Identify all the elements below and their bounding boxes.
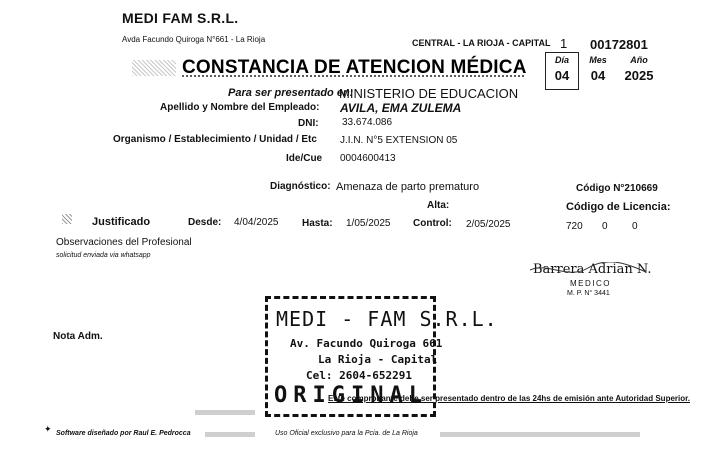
document-title-bar <box>132 56 527 80</box>
observations-value: solicitud enviada via whatsapp <box>56 252 151 259</box>
code-label: Código N°210669 <box>576 183 658 194</box>
presented-value: MINISTERIO DE EDUCACION <box>339 86 519 101</box>
company-address: Avda Facundo Quiroga N°661 - La Rioja <box>122 35 266 44</box>
diagnosis-value: Amenaza de parto prematuro <box>336 181 480 193</box>
dni-label: DNI: <box>298 118 319 129</box>
alta-label: Alta: <box>427 200 450 211</box>
blurred-area <box>440 432 640 437</box>
stamp-line-1: MEDI - FAM S.R.L. <box>276 307 498 331</box>
idcue-value: 0004600413 <box>340 153 396 164</box>
footer-official-use: Uso Oficial exclusivo para la Pcia. de La Rioja <box>275 430 418 437</box>
license-code-label: Código de Licencia: <box>566 201 671 213</box>
doctor-mp-number: M. P. N° 3441 <box>567 290 610 297</box>
nota-adm-label: Nota Adm. <box>53 331 103 342</box>
document-title: CONSTANCIA DE ATENCION MÉDICA <box>182 57 527 78</box>
control-label: Control: <box>413 218 452 229</box>
desde-value: 4/04/2025 <box>234 217 279 228</box>
hasta-value: 1/05/2025 <box>346 218 391 229</box>
company-name: MEDI FAM S.R.L. <box>122 10 239 26</box>
doctor-title: MEDICO <box>570 279 611 288</box>
footer-mark-icon: ✦ <box>44 424 52 434</box>
footer-software-credit: Software diseñado por Raul E. Pedrocca <box>56 430 191 437</box>
employee-label: Apellido y Nombre del Empleado: <box>160 102 320 113</box>
date-day-value: 04 <box>554 68 570 83</box>
justified-checkbox <box>62 214 72 224</box>
copy-number: 1 <box>560 36 568 51</box>
org-value: J.I.N. N°5 EXTENSION 05 <box>340 135 458 146</box>
stamp-line-3: La Rioja - Capital <box>318 353 438 366</box>
observations-label: Observaciones del Profesional <box>56 237 192 248</box>
org-label: Organismo / Establecimiento / Unidad / Etc <box>113 134 317 145</box>
stamp-line-5: ORIGINAL <box>274 383 428 408</box>
blurred-area <box>205 432 255 437</box>
date-year-label: Año <box>630 55 648 65</box>
date-day-box <box>545 52 579 90</box>
license-value-1: 720 <box>566 221 583 232</box>
stamp-line-4: Cel: 2604-652291 <box>306 369 412 382</box>
license-value-3: 0 <box>632 221 638 232</box>
diagnosis-label: Diagnóstico: <box>270 181 331 192</box>
date-day-label: Día <box>554 55 569 65</box>
branch-label: CENTRAL - LA RIOJA - CAPITAL <box>412 38 551 48</box>
justified-label: Justificado <box>92 216 151 228</box>
idcue-label: Ide/Cue <box>286 153 323 164</box>
legal-notice: Este comprobante debe ser presentado dentro de las 24hs de emisión ante Autoridad Superior. <box>328 394 691 403</box>
desde-label: Desde: <box>188 217 222 228</box>
date-month-box <box>580 52 616 90</box>
date-month-value: 04 <box>590 68 606 83</box>
employee-value: AVILA, EMA ZULEMA <box>340 101 462 115</box>
date-month-label: Mes <box>589 55 607 65</box>
print-noise-decoration <box>132 60 176 76</box>
blurred-area <box>195 410 255 415</box>
dni-value: 33.674.086 <box>342 117 393 128</box>
control-value: 2/05/2025 <box>466 219 511 230</box>
doctor-signature: Barrera Adrian N. <box>533 262 652 277</box>
stamp-line-2: Av. Facundo Quiroga 661 <box>290 337 443 350</box>
date-year-value: 2025 <box>624 68 654 83</box>
presented-label: Para ser presentado en: <box>228 87 354 99</box>
date-year-box <box>618 52 660 90</box>
hasta-label: Hasta: <box>302 218 333 229</box>
serial-number: 00172801 <box>590 37 648 52</box>
license-value-2: 0 <box>602 221 608 232</box>
